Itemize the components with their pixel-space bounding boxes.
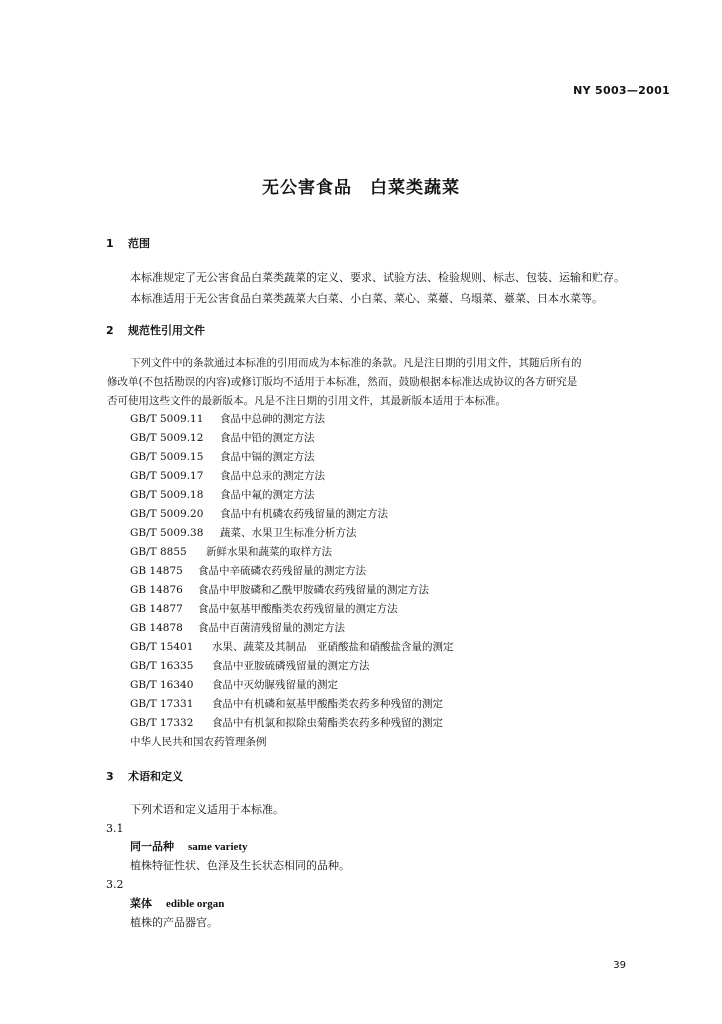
term-definition: 植株特征性状、色泽及生长状态相同的品种。 [130,859,350,872]
reference-item [130,733,454,752]
reference-title: 食品中氨基甲酸酯类农药残留量的测定方法 [198,603,398,615]
reference-code: GB/T 5009.38 [130,527,204,539]
term-definition: 植株的产品器官。 [130,916,218,929]
term-heading [130,838,248,854]
reference-title: 食品中总砷的测定方法 [220,413,325,425]
reference-title: 食品中镉的测定方法 [220,451,315,463]
reference-code: GB/T 17331 [130,698,194,710]
term-number: 3.1 [106,822,124,835]
section-3-heading [106,768,183,784]
reference-title: 蔬菜、水果卫生标准分析方法 [220,527,357,539]
reference-code: GB/T 15401 [130,641,194,653]
reference-item [130,486,454,505]
normative-reference-list [130,410,454,752]
reference-title: 食品中总汞的测定方法 [220,470,325,482]
section-1-para-1: 本标准规定了无公害食品白菜类蔬菜的定义、要求、试验方法、检验规则、标志、包装、运输和贮存。 [130,271,625,284]
section-title: 规范性引用文件 [128,324,205,337]
reference-title: 食品中有机氯和拟除虫菊酯类农药多种残留的测定 [212,717,443,729]
section-1-para-2: 本标准适用于无公害食品白菜类蔬菜大白菜、小白菜、菜心、菜薹、乌塌菜、薹菜、日本水菜等。 [130,292,603,305]
reference-title: 食品中甲胺磷和乙酰甲胺磷农药残留量的测定方法 [198,584,429,596]
reference-item [130,410,454,429]
reference-title: 中华人民共和国农药管理条例 [130,736,267,748]
section-2-intro-line-1: 下列文件中的条款通过本标准的引用而成为本标准的条款。凡是注日期的引用文件，其随后所有的 [130,357,582,369]
reference-code: GB/T 5009.17 [130,470,204,482]
reference-title: 食品中百菌清残留量的测定方法 [198,622,345,634]
section-1-heading [106,235,150,251]
reference-code: GB/T 5009.12 [130,432,204,444]
reference-title: 食品中灭幼脲残留量的测定 [212,679,338,691]
term-name: 菜体 [130,897,152,910]
section-title: 术语和定义 [128,770,183,783]
reference-code: GB/T 16335 [130,660,194,672]
reference-code: GB/T 17332 [130,717,194,729]
reference-item [130,638,454,657]
reference-item [130,467,454,486]
reference-code: GB 14878 [130,622,183,634]
reference-item [130,505,454,524]
term-number: 3.2 [106,878,124,891]
reference-title: 食品中氟的测定方法 [220,489,315,501]
reference-item [130,676,454,695]
reference-item [130,600,454,619]
reference-code: GB/T 8855 [130,546,187,558]
reference-code: GB/T 5009.11 [130,413,204,425]
reference-item [130,581,454,600]
term-heading [130,895,224,911]
reference-code: GB/T 5009.20 [130,508,204,520]
reference-title: 食品中有机磷农药残留量的测定方法 [220,508,388,520]
reference-title: 食品中辛硫磷农药残留量的测定方法 [198,565,366,577]
reference-title: 新鲜水果和蔬菜的取样方法 [206,546,332,558]
reference-title: 水果、蔬菜及其制品 亚硝酸盐和硝酸盐含量的测定 [212,641,454,653]
reference-item [130,448,454,467]
reference-item [130,429,454,448]
reference-item [130,714,454,733]
reference-code: GB/T 5009.15 [130,451,204,463]
term-english: same variety [188,841,248,853]
reference-item [130,562,454,581]
reference-code: GB 14875 [130,565,183,577]
reference-item [130,657,454,676]
reference-title: 食品中有机磷和氨基甲酸酯类农药多种残留的测定 [212,698,443,710]
reference-item [130,695,454,714]
section-number: 1 [106,237,114,250]
reference-title: 食品中亚胺硫磷残留量的测定方法 [212,660,370,672]
reference-title: 食品中铅的测定方法 [220,432,315,444]
document-title: 无公害食品 白菜类蔬菜 [262,178,460,198]
reference-code: GB/T 16340 [130,679,194,691]
term-name: 同一品种 [130,840,174,853]
section-2-intro-line-2: 修改单(不包括勘误的内容)或修订版均不适用于本标准，然而，鼓励根据本标准达成协议的各方研究是 [107,376,578,388]
section-2-heading [106,322,205,338]
page-number: 39 [613,960,626,971]
reference-item [130,543,454,562]
reference-code: GB 14876 [130,584,183,596]
section-number: 3 [106,770,114,783]
term-english: edible organ [166,898,225,910]
standard-number: NY 5003—2001 [573,84,670,97]
section-3-intro: 下列术语和定义适用于本标准。 [130,803,284,816]
reference-item [130,619,454,638]
reference-item [130,524,454,543]
reference-code: GB/T 5009.18 [130,489,204,501]
section-number: 2 [106,324,114,337]
section-2-intro-line-3: 否可使用这些文件的最新版本。凡是不注日期的引用文件，其最新版本适用于本标准。 [107,395,506,407]
section-title: 范围 [128,237,150,250]
reference-code: GB 14877 [130,603,183,615]
